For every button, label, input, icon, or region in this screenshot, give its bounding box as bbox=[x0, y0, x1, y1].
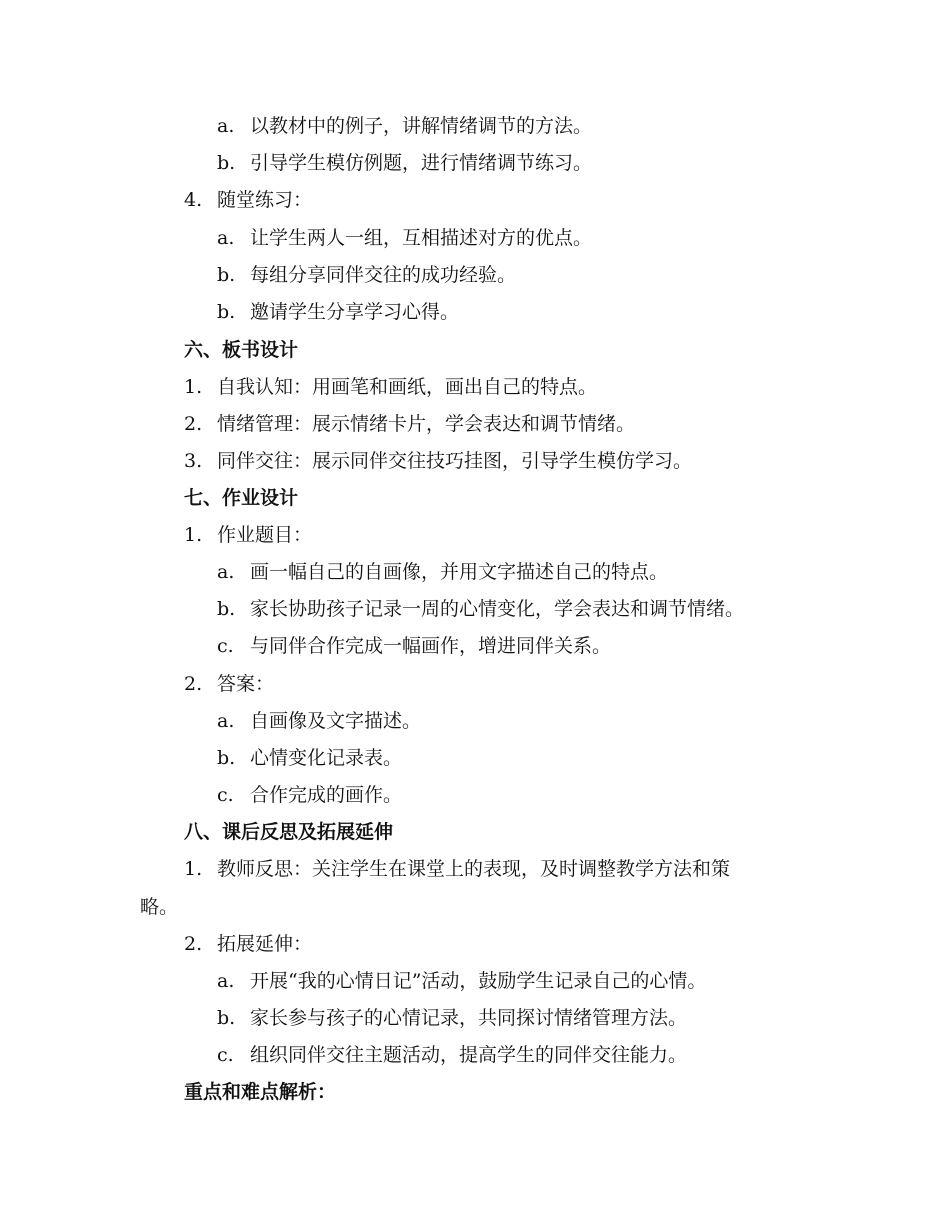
item-marker: c. bbox=[217, 784, 234, 806]
item-marker: a. bbox=[217, 710, 235, 732]
item-marker: a. bbox=[217, 561, 235, 583]
item-marker: 2. bbox=[184, 673, 203, 695]
item-text: 教师反思：关注学生在课堂上的表现，及时调整教学方法和策 bbox=[217, 858, 731, 880]
heading-text: 八、课后反思及拓展延伸 bbox=[184, 821, 394, 843]
item-text: 情绪管理：展示情绪卡片，学会表达和调节情绪。 bbox=[217, 413, 636, 435]
item-marker: 2. bbox=[184, 413, 203, 435]
item-marker: b. bbox=[217, 264, 236, 286]
list-item bbox=[184, 188, 312, 212]
item-text: 自我认知：用画笔和画纸，画出自己的特点。 bbox=[217, 376, 598, 398]
section-heading bbox=[184, 338, 298, 362]
list-item bbox=[217, 597, 744, 621]
list-item bbox=[217, 151, 592, 175]
item-text: 心情变化记录表。 bbox=[250, 747, 403, 769]
item-text: 与同伴合作完成一幅画作，增进同伴关系。 bbox=[250, 635, 612, 657]
list-item bbox=[184, 932, 312, 956]
list-item bbox=[184, 449, 692, 473]
heading-text: 六、板书设计 bbox=[184, 339, 299, 361]
item-marker: 4. bbox=[184, 189, 203, 211]
list-item bbox=[217, 560, 668, 584]
item-marker: 2. bbox=[184, 933, 203, 955]
section-heading bbox=[184, 820, 393, 844]
item-marker: b. bbox=[217, 301, 236, 323]
list-item bbox=[217, 634, 611, 658]
item-text: 每组分享同伴交往的成功经验。 bbox=[250, 264, 517, 286]
list-item bbox=[184, 412, 635, 436]
heading-text: 重点和难点解析： bbox=[184, 1081, 337, 1103]
list-item bbox=[217, 783, 402, 807]
item-text: 略。 bbox=[140, 896, 179, 918]
item-text: 随堂练习： bbox=[217, 189, 313, 211]
item-marker: b. bbox=[217, 598, 236, 620]
item-marker: c. bbox=[217, 635, 234, 657]
item-text: 以教材中的例子，讲解情绪调节的方法。 bbox=[250, 115, 593, 137]
item-text: 自画像及文字描述。 bbox=[250, 710, 422, 732]
item-marker: a. bbox=[217, 115, 235, 137]
item-marker: a. bbox=[217, 227, 235, 249]
item-text: 让学生两人一组，互相描述对方的优点。 bbox=[250, 227, 593, 249]
list-item bbox=[217, 114, 592, 138]
item-text: 引导学生模仿例题，进行情绪调节练习。 bbox=[250, 152, 593, 174]
list-item bbox=[184, 672, 274, 696]
item-marker: a. bbox=[217, 970, 235, 992]
item-text: 合作完成的画作。 bbox=[250, 784, 403, 806]
list-item bbox=[217, 709, 421, 733]
item-text: 家长协助孩子记录一周的心情变化，学会表达和调节情绪。 bbox=[250, 598, 745, 620]
continuation-line bbox=[140, 895, 178, 919]
item-marker: 1. bbox=[184, 376, 203, 398]
list-item bbox=[217, 969, 706, 993]
heading-text: 七、作业设计 bbox=[184, 487, 299, 509]
item-marker: 3. bbox=[184, 450, 203, 472]
item-marker: 1. bbox=[184, 858, 203, 880]
item-marker: c. bbox=[217, 1044, 234, 1066]
item-marker: b. bbox=[217, 747, 236, 769]
item-text: 组织同伴交往主题活动，提高学生的同伴交往能力。 bbox=[250, 1044, 688, 1066]
item-text: 画一幅自己的自画像，并用文字描述自己的特点。 bbox=[250, 561, 669, 583]
list-item bbox=[217, 263, 516, 287]
item-text: 作业题目： bbox=[217, 524, 313, 546]
section-heading bbox=[184, 486, 298, 510]
item-text: 家长参与孩子的心情记录，共同探讨情绪管理方法。 bbox=[250, 1007, 688, 1029]
item-text: 答案： bbox=[217, 673, 275, 695]
item-text: 开展“我的心情日记”活动，鼓励学生记录自己的心情。 bbox=[250, 970, 707, 992]
list-item bbox=[217, 226, 592, 250]
list-item bbox=[217, 300, 459, 324]
section-heading bbox=[184, 1080, 336, 1104]
list-item bbox=[217, 746, 402, 770]
item-marker: b. bbox=[217, 152, 236, 174]
item-text: 拓展延伸： bbox=[217, 933, 313, 955]
item-text: 邀请学生分享学习心得。 bbox=[250, 301, 460, 323]
item-text: 同伴交往：展示同伴交往技巧挂图，引导学生模仿学习。 bbox=[217, 450, 693, 472]
item-marker: 1. bbox=[184, 524, 203, 546]
item-marker: b. bbox=[217, 1007, 236, 1029]
list-item bbox=[184, 375, 597, 399]
list-item bbox=[217, 1043, 687, 1067]
list-item bbox=[184, 857, 730, 881]
list-item bbox=[217, 1006, 687, 1030]
list-item bbox=[184, 523, 312, 547]
